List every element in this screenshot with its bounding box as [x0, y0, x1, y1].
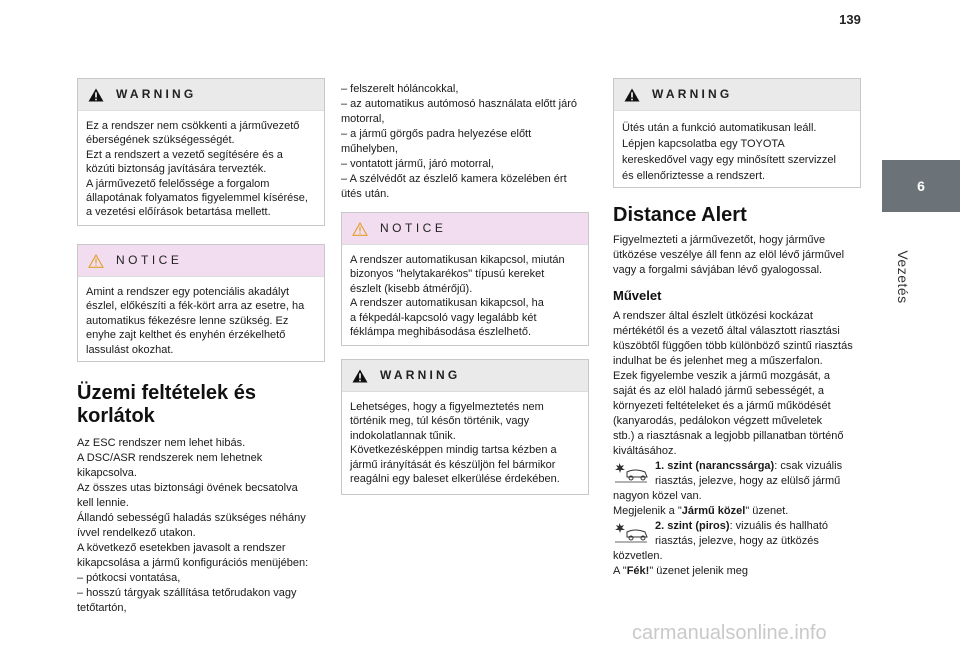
notice-title: NOTICE [116, 253, 183, 268]
text-line: közúti biztonság javítására tervezték. [86, 163, 267, 176]
text-line: bizonyos "helytakarékos" típusú kereket [350, 268, 545, 281]
text-line: – pótkocsi vontatása, [77, 572, 181, 584]
collision-alert-icon [613, 460, 649, 484]
intro-text [613, 233, 861, 278]
text-line: állapotának folyamatos figyelemmel kísérése, [86, 192, 308, 205]
warning-title: WARNING [380, 368, 461, 383]
section-body [77, 436, 325, 616]
text-line: indokolatlannak tűnik. [350, 429, 456, 442]
warning-body [614, 111, 860, 193]
message-text: Fék! [626, 565, 650, 577]
section-title: Üzemi feltételek és korlátok [77, 382, 256, 427]
warning-title: WARNING [116, 87, 197, 102]
text-line: – felszerelt hóláncokkal, [341, 83, 459, 95]
text-line: A járművezető felelőssége a forgalom [86, 177, 270, 190]
text-line: Ütés után a funkció automatikusan leáll. [622, 122, 817, 134]
warning-triangle-icon [624, 88, 640, 102]
column-1 [77, 78, 325, 616]
column-2 [341, 82, 589, 495]
text-line: saját és az elöl haladó jármű sebességét, a [613, 385, 824, 397]
text-line: észlel, előkészíti a fék-kört arra az esetre, ha [86, 300, 305, 313]
text-line: lassulást okozhat. [86, 343, 174, 356]
text-line: kiváltásához. [613, 445, 677, 457]
level-label: 2. szint (piros) [655, 520, 730, 532]
operation-text [613, 309, 861, 579]
text-line: kereskedővel vagy egy minősített szervizzel [622, 154, 836, 166]
text-line: A DSC/ASR rendszerek nem lehetnek [77, 452, 263, 464]
text-line: Ez a rendszer nem csökkenti a járművezető [86, 120, 300, 132]
notice-triangle-icon [352, 222, 368, 236]
text-line: kell lennie. [77, 497, 129, 509]
text-line: történik meg, túl későn történik, vagy [350, 415, 530, 428]
text-line: ütés után. [341, 188, 390, 200]
notice-box-2 [341, 212, 589, 346]
warning-body [342, 392, 588, 495]
text-line [655, 459, 861, 474]
warning-body [78, 111, 324, 229]
alert-level-2 [613, 519, 861, 549]
text-line: a vezetési előírások betartása mellett. [86, 206, 271, 219]
warning-header [78, 79, 324, 111]
column-3 [613, 78, 861, 579]
message-suffix: " üzenet. [745, 505, 789, 517]
text-line: ütközése veszélye áll fenn az elöl lévő járművel [613, 249, 845, 261]
message-text: Jármű közel [681, 505, 746, 517]
level-label: 1. szint (narancssárga) [655, 460, 775, 472]
notice-box-1 [77, 244, 325, 362]
text-line: Az ESC rendszer nem lehet hibás. [77, 437, 246, 449]
text-line: vagy a forgalmi sávjában lévő gyalogossal. [613, 264, 823, 276]
section-title: Distance Alert [613, 204, 747, 226]
continued-list [341, 82, 589, 202]
text-line: Az összes utas biztonsági övének becsatolva [77, 482, 298, 494]
side-label-text: Vezetés [895, 250, 911, 304]
warning-box-2 [341, 359, 589, 495]
text-line: és ellenőriztesse a rendszert. [622, 170, 766, 182]
message-prefix: Megjelenik a " [613, 505, 682, 517]
warning-box-1 [77, 78, 325, 226]
watermark: carmanualsonline.info [632, 622, 827, 644]
text-line: nagyon közel van. [613, 490, 702, 502]
level-text: : vizuális és hallható [729, 520, 829, 532]
text-line: Lépjen kapcsolatba egy TOYOTA [622, 138, 785, 150]
notice-body [342, 245, 588, 348]
collision-alert-icon [613, 520, 649, 544]
notice-body [78, 277, 324, 366]
text-line: Figyelmezteti a járművezetőt, hogy járműve [613, 234, 826, 246]
text-line: éberségének szükségességét. [86, 134, 235, 147]
text-line: Ezt a rendszert a vezető segítésére és a [86, 148, 283, 161]
text-line: – A szélvédőt az észlelő kamera közelében ért [341, 173, 567, 185]
text-line: indulhat be és jelenhet meg a műszerfalon. [613, 355, 823, 367]
message-suffix: " üzenet jelenik meg [649, 565, 749, 577]
warning-header [342, 360, 588, 392]
text-line: A rendszer által észlelt ütközési kockázat [613, 310, 813, 322]
text-line: reagálni egy baleset elkerülése érdekében. [350, 473, 560, 486]
text-line: riasztás, jelezve, hogy az elülső jármű [655, 475, 841, 487]
text-line: féklámpa meghibásodása észlelhető. [350, 326, 532, 339]
warning-header [614, 79, 860, 111]
distance-alert-section [613, 204, 861, 579]
text-line: környezeti feltételeket és a jármű működését [613, 400, 831, 412]
text-line: – vontatott jármű, járó motorral, [341, 158, 494, 170]
notice-triangle-icon [88, 254, 104, 268]
message-prefix: A " [613, 565, 627, 577]
text-line: enyhe zajt kelthet és enyhén érzékelhető [86, 329, 286, 342]
text-line: Ezek figyelembe veszik a jármű mozgását, a [613, 370, 831, 382]
text-line: – a jármű görgős padra helyezése előtt [341, 128, 532, 140]
text-line: Lehetséges, hogy a figyelmeztetés nem [350, 401, 544, 413]
text-line: – az automatikus autómosó használata előtt járó [341, 98, 578, 110]
text-line: ívvel rendelkező utakon. [77, 527, 196, 539]
text-line: Következésképpen mindig tartsa kézben a [350, 444, 557, 457]
text-line: műhelyben, [341, 143, 398, 155]
warning-triangle-icon [352, 369, 368, 383]
text-line: stb.) a riasztásnak a legjobb pillanatban történő [613, 430, 844, 442]
text-line [613, 504, 861, 519]
chapter-tab[interactable]: 6 [882, 160, 960, 212]
text-line: A rendszer automatikusan kikapcsol, miután [350, 254, 565, 266]
warning-box-3 [613, 78, 861, 188]
text-line: tetőtartón, [77, 602, 127, 614]
text-line [655, 519, 861, 534]
text-line: mértékétől és a vezető által választott riasztási [613, 325, 840, 337]
text-line: kikapcsolása a jármű konfigurációs menüjében: [77, 557, 309, 569]
alert-level-1 [613, 459, 861, 489]
text-line [613, 564, 861, 579]
warning-triangle-icon [88, 88, 104, 102]
text-line: (kanyarodás, pedálokon végzett műveletek [613, 415, 823, 427]
text-line: észlelt (kisebb átmérőjű). [350, 282, 473, 295]
text-line: automatikus fékezésre lenne szükség. Ez [86, 314, 289, 327]
notice-header [342, 213, 588, 245]
text-line: Amint a rendszer egy potenciális akadályt [86, 286, 289, 298]
chapter-side-label [893, 222, 913, 332]
operating-conditions-section [77, 382, 325, 616]
level-text: : csak vizuális [774, 460, 843, 472]
notice-header [78, 245, 324, 277]
notice-title: NOTICE [380, 221, 447, 236]
page-number: 139 [839, 12, 861, 27]
text-line: jármű irányítását és készüljön fel bármikor [350, 458, 556, 471]
text-line: küszöbtől függően több különböző szintű riasztás [613, 340, 853, 352]
text-line: motorral, [341, 113, 385, 125]
sub-title: Művelet [613, 288, 662, 303]
text-line: Állandó sebességű haladás szükséges néhány [77, 512, 306, 524]
text-line: A rendszer automatikusan kikapcsol, ha [350, 297, 544, 310]
text-line: riasztás, jelezve, hogy az ütközés [655, 535, 819, 547]
text-line: A következő esetekben javasolt a rendszer [77, 542, 286, 554]
text-line: – hosszú tárgyak szállítása tetőrudakon vagy [77, 587, 297, 599]
text-line: közvetlen. [613, 550, 663, 562]
text-line: kikapcsolva. [77, 467, 137, 479]
text-line: a fékpedál-kapcsoló vagy legalább két [350, 311, 537, 324]
warning-title: WARNING [652, 87, 733, 102]
